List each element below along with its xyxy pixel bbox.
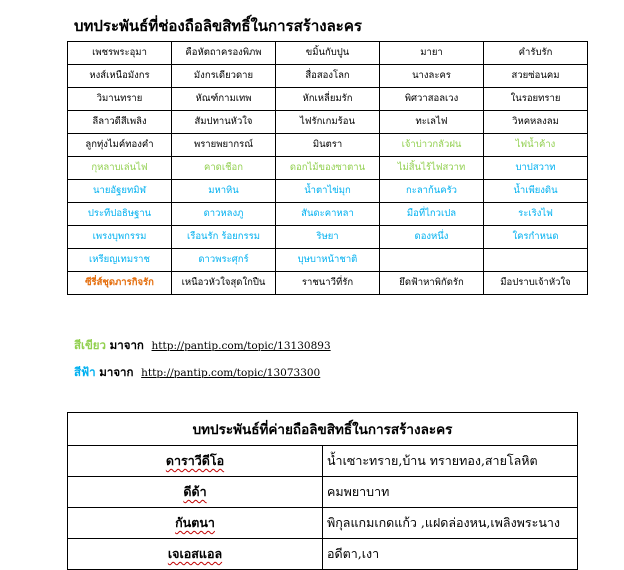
work-title-cell: สัมปทานหัวใจ <box>172 111 276 134</box>
legend-green <box>74 337 331 355</box>
work-title-cell: หักเหลี่ยมรัก <box>276 88 380 111</box>
work-title-cell: เพรงบุพกรรม <box>68 226 172 249</box>
work-title-cell: นายอัฐยทมิฬ <box>68 180 172 203</box>
work-title-cell <box>380 249 484 272</box>
work-title-cell: บาปสวาท <box>484 157 588 180</box>
legend-blue-tag: สีฟ้า <box>74 365 96 379</box>
work-title-cell: เจ้าบ่าวกลัวฝน <box>380 134 484 157</box>
work-title-cell: เรือนรัก ร้อยกรรม <box>172 226 276 249</box>
work-title-cell: กุหลาบเล่นไฟ <box>68 157 172 180</box>
table-row <box>68 477 578 508</box>
work-title-cell: ประทีปอธิษฐาน <box>68 203 172 226</box>
studio-name: ดีด้า <box>68 477 323 508</box>
work-title-cell: มือที่ไกวเปล <box>380 203 484 226</box>
table-header: บทประพันธ์ที่ค่ายถือลิขสิทธิ์ในการสร้างละคร <box>68 413 578 446</box>
works-grid <box>67 41 588 295</box>
work-title-cell: คำรับรัก <box>484 42 588 65</box>
work-title-cell: พิศวาสอลเวง <box>380 88 484 111</box>
work-title-cell: ระเริงไฟ <box>484 203 588 226</box>
studio-name: กันตนา <box>68 508 323 539</box>
table-row <box>68 539 578 570</box>
table-row <box>68 111 588 134</box>
work-title-cell: มินตรา <box>276 134 380 157</box>
studio-name: ดาราวีดีโอ <box>68 446 323 477</box>
work-title-cell: ขมิ้นกับปูน <box>276 42 380 65</box>
legend-blue <box>74 364 320 382</box>
work-title-cell: หงส์เหนือมังกร <box>68 65 172 88</box>
work-title-cell: เหรียญเทมราช <box>68 249 172 272</box>
table-row <box>68 249 588 272</box>
table-row <box>68 157 588 180</box>
table-row <box>68 88 588 111</box>
work-title-cell: กะลาก้นครัว <box>380 180 484 203</box>
work-title-cell: วิมานทราย <box>68 88 172 111</box>
studio-name: เจเอสแอล <box>68 539 323 570</box>
work-title-cell: ริษยา <box>276 226 380 249</box>
table-row <box>68 134 588 157</box>
work-title-cell: ราชนาวีที่รัก <box>276 272 380 295</box>
table-row <box>68 203 588 226</box>
work-title-cell: มือปราบเจ้าหัวใจ <box>484 272 588 295</box>
blue-source-link[interactable]: http://pantip.com/topic/13073300 <box>141 367 321 379</box>
work-title-cell: ไฟรักเกมร้อน <box>276 111 380 134</box>
legend-from-label: มาจาก <box>99 365 134 379</box>
work-title-cell: หัณฑ์กามเทพ <box>172 88 276 111</box>
page-title: บทประพันธ์ที่ช่องถือลิขสิทธิ์ในการสร้างละคร <box>74 17 362 35</box>
work-title-cell: ซีรี่ส์ชุดภารกิจรัก <box>68 272 172 295</box>
studio-works: อดีตา,เงา <box>323 539 578 570</box>
work-title-cell: สวยซ่อนคม <box>484 65 588 88</box>
work-title-cell: คาดเชือก <box>172 157 276 180</box>
work-title-cell: ดองหนึ่ง <box>380 226 484 249</box>
work-title-cell: สื่อสองโลก <box>276 65 380 88</box>
work-title-cell: ไม่สิ้นไร้ไฟสวาท <box>380 157 484 180</box>
work-title-cell <box>484 249 588 272</box>
legend-green-tag: สีเขียว <box>74 338 107 352</box>
work-title-cell: นางละคร <box>380 65 484 88</box>
work-title-cell: คือหัตถาครองพิภพ <box>172 42 276 65</box>
work-title-cell: พรายพยากรณ์ <box>172 134 276 157</box>
table-row <box>68 272 588 295</box>
work-title-cell: ดอกไม้ของซาตาน <box>276 157 380 180</box>
work-title-cell: วิหคหลงลม <box>484 111 588 134</box>
work-title-cell: ยึดฟ้าหาพิกัดรัก <box>380 272 484 295</box>
work-title-cell: ในรอยทราย <box>484 88 588 111</box>
green-source-link[interactable]: http://pantip.com/topic/13130893 <box>151 340 331 352</box>
work-title-cell: สันดะคาหลา <box>276 203 380 226</box>
table-row <box>68 65 588 88</box>
work-title-cell: ลูกทุ่งไมค์ทองคำ <box>68 134 172 157</box>
table-row <box>68 226 588 249</box>
table-header-row <box>68 413 578 446</box>
table-row <box>68 508 578 539</box>
work-title-cell: บุษบาหน้าชาติ <box>276 249 380 272</box>
work-title-cell: มหาหิน <box>172 180 276 203</box>
work-title-cell: ดาวพระศุกร์ <box>172 249 276 272</box>
work-title-cell: ดาวหลงภู <box>172 203 276 226</box>
work-title-cell: ใครกำหนด <box>484 226 588 249</box>
table-row <box>68 180 588 203</box>
table-row <box>68 446 578 477</box>
studio-works: คมพยาบาท <box>323 477 578 508</box>
work-title-cell: น้ำเพียงดิน <box>484 180 588 203</box>
studio-rights-table <box>67 412 578 570</box>
work-title-cell: มายา <box>380 42 484 65</box>
table-row <box>68 42 588 65</box>
studio-works: น้ำเซาะทราย,บ้าน ทรายทอง,สายโลหิต <box>323 446 578 477</box>
work-title-cell: มังกรเดียวดาย <box>172 65 276 88</box>
work-title-cell: เพชรพระอุมา <box>68 42 172 65</box>
work-title-cell: ลีลาวดีสีเพลิง <box>68 111 172 134</box>
studio-works: พิกุลแกมเกดแก้ว ,แฝดล่องหน,เพลิงพระนาง <box>323 508 578 539</box>
work-title-cell: น้ำตาไข่มุก <box>276 180 380 203</box>
work-title-cell: เหนือวหัวใจสุดใกปืน <box>172 272 276 295</box>
work-title-cell: ทะเลไฟ <box>380 111 484 134</box>
work-title-cell: ไฟน้ำค้าง <box>484 134 588 157</box>
legend-from-label: มาจาก <box>109 338 144 352</box>
